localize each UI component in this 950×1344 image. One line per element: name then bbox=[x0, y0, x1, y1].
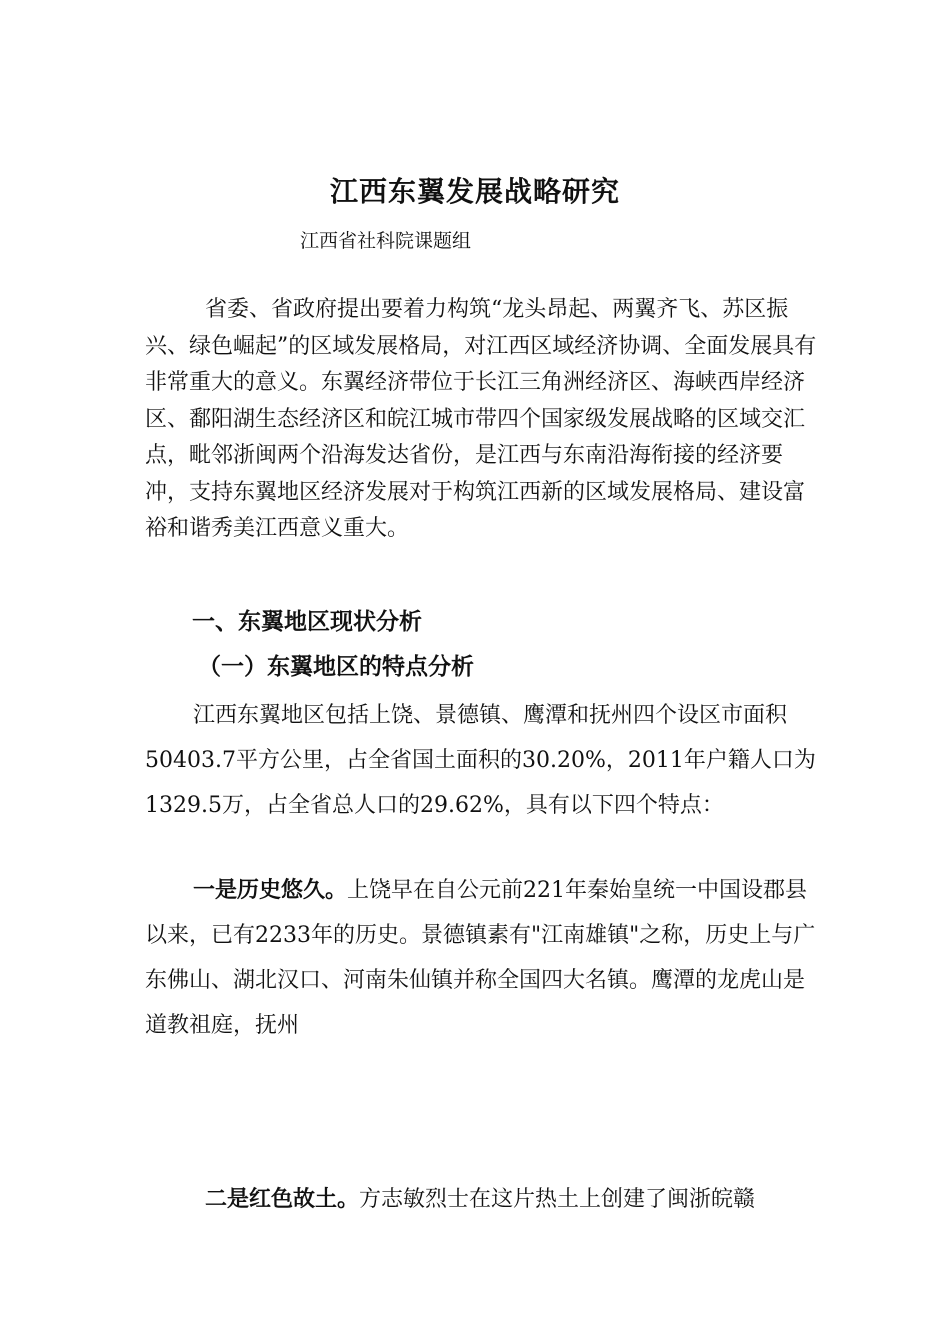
section-heading: 一、东翼地区现状分析 bbox=[192, 608, 422, 635]
point-two-text: 方志敏烈士在这片热土上创建了闽浙皖赣 bbox=[359, 1187, 756, 1212]
point-two-paragraph bbox=[205, 1182, 755, 1213]
point-two-lead: 二是红色故土。 bbox=[205, 1186, 360, 1212]
point-one-text: 上饶早在自公元前221年秦始皇统一中国设郡县以来，已有2233年的历史。景德镇素有"江南雄镇"之称，历史上与广东佛山、湖北汉口、河南朱仙镇并称全国四大名镇。鹰潭的龙虎山是道教祖庭，抚州 bbox=[145, 878, 816, 1038]
overview-paragraph: 江西东翼地区包括上饶、景德镇、鹰潭和抚州四个设区市面积50403.7平方公里，占全省国土面积的30.20%，2011年户籍人口为1329.5万，占全省总人口的29.62%，具有以下四个特点： bbox=[145, 703, 816, 818]
intro-paragraph: 省委、省政府提出要着力构筑“龙头昂起、两翼齐飞、苏区振兴、绿色崛起”的区域发展格局，对江西区域经济协调、全面发展具有非常重大的意义。东翼经济带位于长江三角洲经济区、海峡西岸经济区、鄱阳湖生态经济区和皖江城市带四个国家级发展战略的区域交汇点，毗邻浙闽两个沿海发达省份，是江西与东南沿海衔接的经济要冲，支持东翼地区经济发展对于构筑江西新的区域发展格局、建设富裕和谐秀美江西意义重大。 bbox=[145, 297, 817, 541]
document-title: 江西东翼发展战略研究 bbox=[329, 175, 620, 208]
subsection-heading: （一）东翼地区的特点分析 bbox=[198, 653, 474, 680]
point-one-paragraph bbox=[145, 868, 825, 1048]
point-one-lead: 一是历史悠久。 bbox=[193, 877, 348, 903]
document-author: 江西省社科院课题组 bbox=[300, 230, 472, 252]
